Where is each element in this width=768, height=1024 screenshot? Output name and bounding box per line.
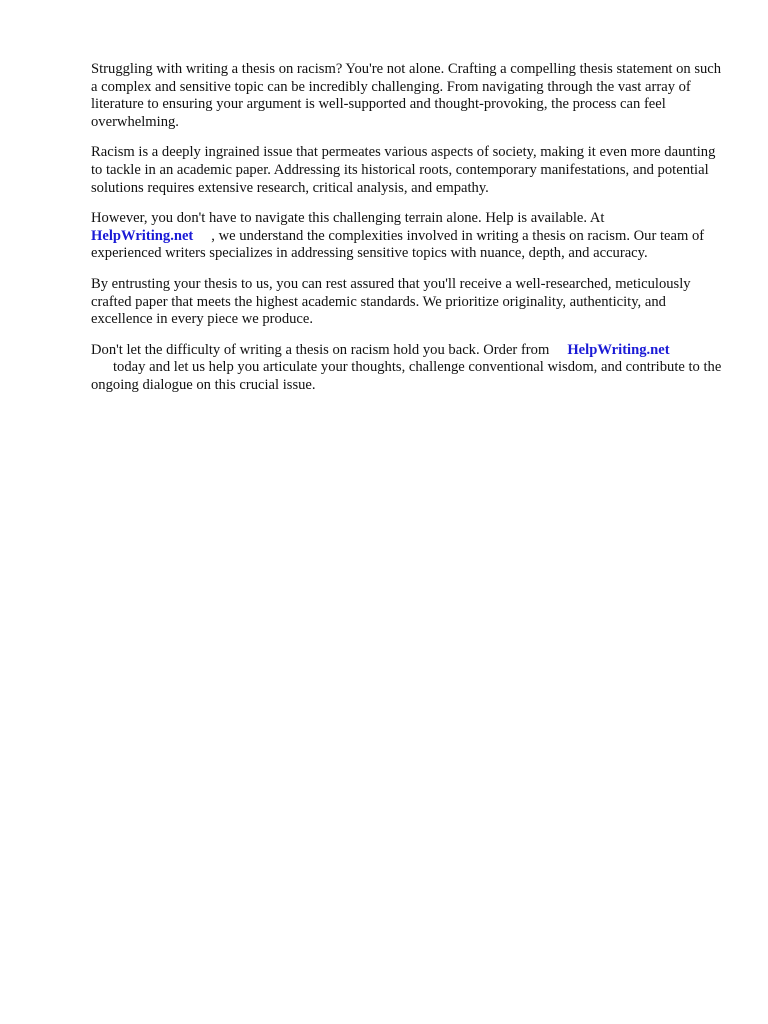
paragraph-racism-issue xyxy=(91,144,727,197)
document-page xyxy=(91,61,727,408)
paragraph-intro xyxy=(91,61,727,131)
paragraph-help-available xyxy=(91,210,727,263)
paragraph-text-after-link: , we understand the complexities involved in writing a thesis on racism. Our team of experienced writers specializes in addressing sensitive topics with nuance, depth, and accuracy. xyxy=(91,227,705,262)
helpwriting-link[interactable]: HelpWriting.net xyxy=(91,227,194,244)
paragraph-text: By entrusting your thesis to us, you can rest assured that you'll receive a well-researched, meticulously crafted paper that meets the highest academic standards. We prioritize originality, authenticity, and excellence in every piece we produce. xyxy=(91,275,691,328)
paragraph-text-before-link: Don't let the difficulty of writing a thesis on racism hold you back. Order from xyxy=(91,341,550,358)
paragraph-call-to-action xyxy=(91,342,727,395)
paragraph-text-before-link: However, you don't have to navigate this challenging terrain alone. Help is available. At xyxy=(91,210,605,227)
paragraph-text: Racism is a deeply ingrained issue that permeates various aspects of society, making it even more daunting to tackle in an academic paper. Addressing its historical roots, contemporary manifestations, and potential solutions requires extensive research, critical analysis, and empathy. xyxy=(91,144,716,196)
paragraph-entrusting xyxy=(91,276,727,329)
helpwriting-link[interactable]: HelpWriting.net xyxy=(567,341,670,358)
paragraph-text: Struggling with writing a thesis on racism? You're not alone. Crafting a compelling thesis statement on such a complex and sensitive topic can be incredibly challenging. From navigating through the vast array of literature to ensuring your argument is well-supported and thought-provoking, the process can feel overwhelming. xyxy=(91,61,722,130)
paragraph-text-after-link: today and let us help you articulate your thoughts, challenge conventional wisdom, and contribute to the ongoing dialogue on this crucial issue. xyxy=(91,359,722,393)
